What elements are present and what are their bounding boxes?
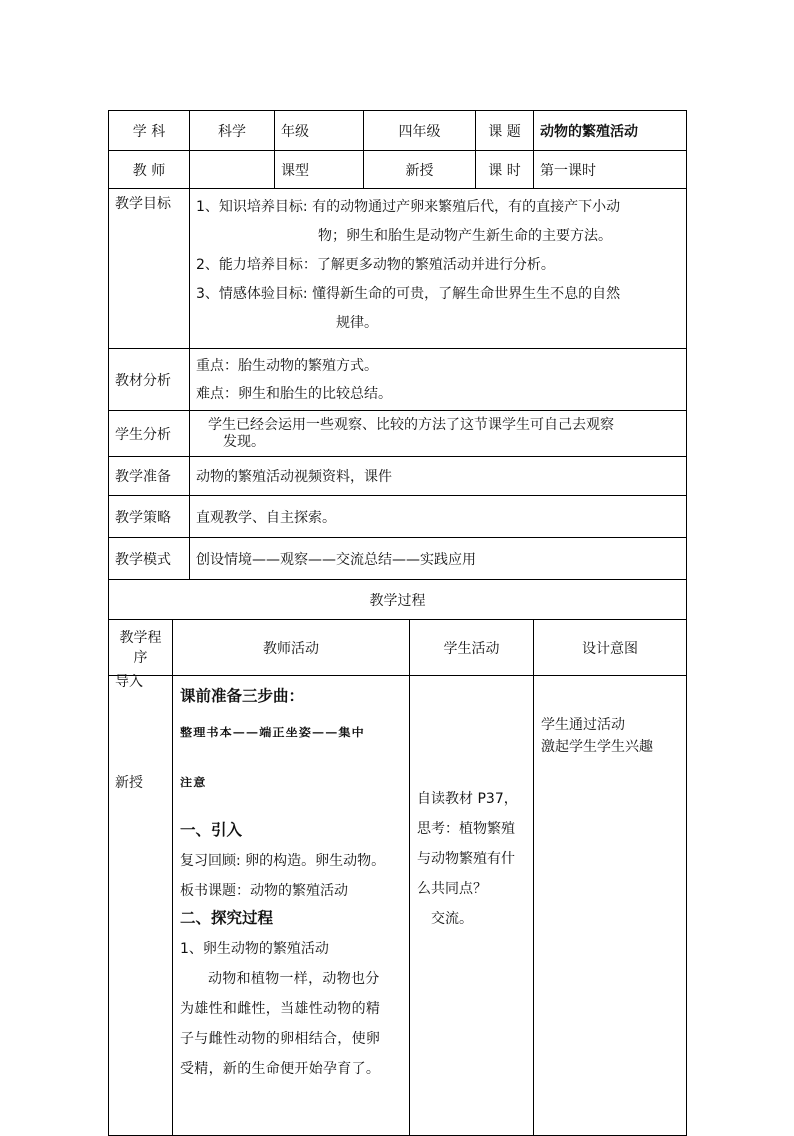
goal-3a: 3、情感体验目标: 懂得新生命的可贵，了解生命世界生生不息的自然: [196, 286, 621, 302]
lesson-plan-table: [108, 110, 687, 1136]
col-order-header: [109, 620, 173, 676]
strategy-value: 直观教学、自主探索。: [190, 496, 687, 538]
section-intro-heading: 一、引入: [180, 821, 243, 839]
col-teacher-header: 教师活动: [173, 620, 410, 676]
goal-1a: 1、知识培养目标: 有的动物通过产卵来繁殖后代，有的直接产下小动: [196, 199, 621, 215]
student-line-5: 交流。: [431, 911, 474, 927]
student-analysis-label: 学生分析: [109, 411, 190, 457]
goals-label: 教学目标: [109, 189, 190, 349]
teacher-label: 教 师: [109, 151, 190, 189]
para-line-1: 动物和植物一样，动物也分: [208, 971, 380, 987]
para-line-2: 为雄性和雌性，当雄性动物的精: [180, 1001, 381, 1017]
col-design-header: 设计意图: [534, 620, 687, 676]
strategy-label: 教学策略: [109, 496, 190, 538]
topic-label: 课 题: [476, 111, 534, 151]
process-title-row: [109, 580, 687, 620]
stage-cell: [109, 676, 173, 1136]
subject-label: 学 科: [109, 111, 190, 151]
col-order-b: 序: [133, 649, 148, 666]
design-line-1: 学生通过活动: [541, 717, 626, 733]
prep-steps-a: 整理书本——端正坐姿——集中: [180, 726, 365, 739]
student-line-1: 自读教材 P37，: [417, 791, 518, 807]
subject-value: 科学: [190, 111, 275, 151]
strategy-row: [109, 496, 687, 538]
student-line-3: 与动物繁殖有什: [417, 851, 516, 867]
type-label: 课型: [275, 151, 364, 189]
preparation-row: [109, 457, 687, 496]
prep-steps-b: 注意: [180, 776, 207, 789]
type-value: 新授: [364, 151, 476, 189]
board-line: 板书课题：动物的繁殖活动: [180, 883, 348, 899]
goal-1b: 物；卵生和胎生是动物产生新生命的主要方法。: [318, 228, 613, 244]
stage-intro: 导入: [115, 674, 143, 690]
goals-row: [109, 189, 687, 349]
mode-label: 教学模式: [109, 538, 190, 580]
grade-label: 年级: [275, 111, 364, 151]
process-header-row: [109, 620, 687, 676]
student-line-4: 么共同点？: [417, 881, 488, 897]
period-value: 第一课时: [534, 151, 687, 189]
mode-value: 创设情境——观察——交流总结——实践应用: [190, 538, 687, 580]
material-content: [190, 349, 687, 411]
grade-value: 四年级: [364, 111, 476, 151]
review-line: 复习回顾: 卵的构造。卵生动物。: [180, 853, 386, 869]
design-intent-cell: [534, 676, 687, 1136]
info-row-2: [109, 151, 687, 189]
student-line-2: 思考：植物繁殖: [417, 821, 516, 837]
material-label: 教材分析: [109, 349, 190, 411]
material-difficulty: 难点：卵生和胎生的比较总结。: [196, 385, 393, 402]
col-order-a: 教学程: [119, 629, 162, 646]
period-label: 课 时: [476, 151, 534, 189]
process-body-row: [109, 676, 687, 1136]
para-line-3: 子与雌性动物的卵相结合，使卵: [180, 1031, 381, 1047]
prep-steps: [180, 720, 403, 796]
preparation-label: 教学准备: [109, 457, 190, 496]
teacher-value: [190, 151, 275, 189]
goal-3b: 规律。: [336, 315, 379, 331]
process-title: 教学过程: [109, 580, 687, 620]
section-explore-heading: 二、探究过程: [180, 909, 274, 927]
subsection-oviparous: 1、卵生动物的繁殖活动: [180, 941, 329, 957]
student-analysis-line-2: 发现。: [223, 433, 266, 450]
info-row-1: [109, 111, 687, 151]
material-key: 重点：胎生动物的繁殖方式。: [196, 357, 379, 374]
goal-2: 2、能力培养目标：了解更多动物的繁殖活动并进行分析。: [196, 257, 555, 273]
prep-heading: 课前准备三步曲：: [180, 687, 305, 705]
design-line-2: 激起学生学生兴趣: [541, 739, 654, 755]
col-student-header: 学生活动: [410, 620, 534, 676]
preparation-value: 动物的繁殖活动视频资料，课件: [190, 457, 687, 496]
mode-row: [109, 538, 687, 580]
teacher-activity-cell: [173, 676, 410, 1136]
student-analysis-row: [109, 411, 687, 457]
student-analysis-line-1: 学生已经会运用一些观察、比较的方法了这节课学生可自己去观察: [208, 416, 615, 433]
topic-value: 动物的繁殖活动: [534, 111, 687, 151]
goals-content: [190, 189, 687, 349]
student-analysis-content: [190, 411, 687, 457]
material-row: [109, 349, 687, 411]
student-activity-cell: [410, 676, 534, 1136]
para-line-4: 受精，新的生命便开始孕育了。: [180, 1061, 381, 1077]
stage-new: 新授: [115, 775, 143, 791]
